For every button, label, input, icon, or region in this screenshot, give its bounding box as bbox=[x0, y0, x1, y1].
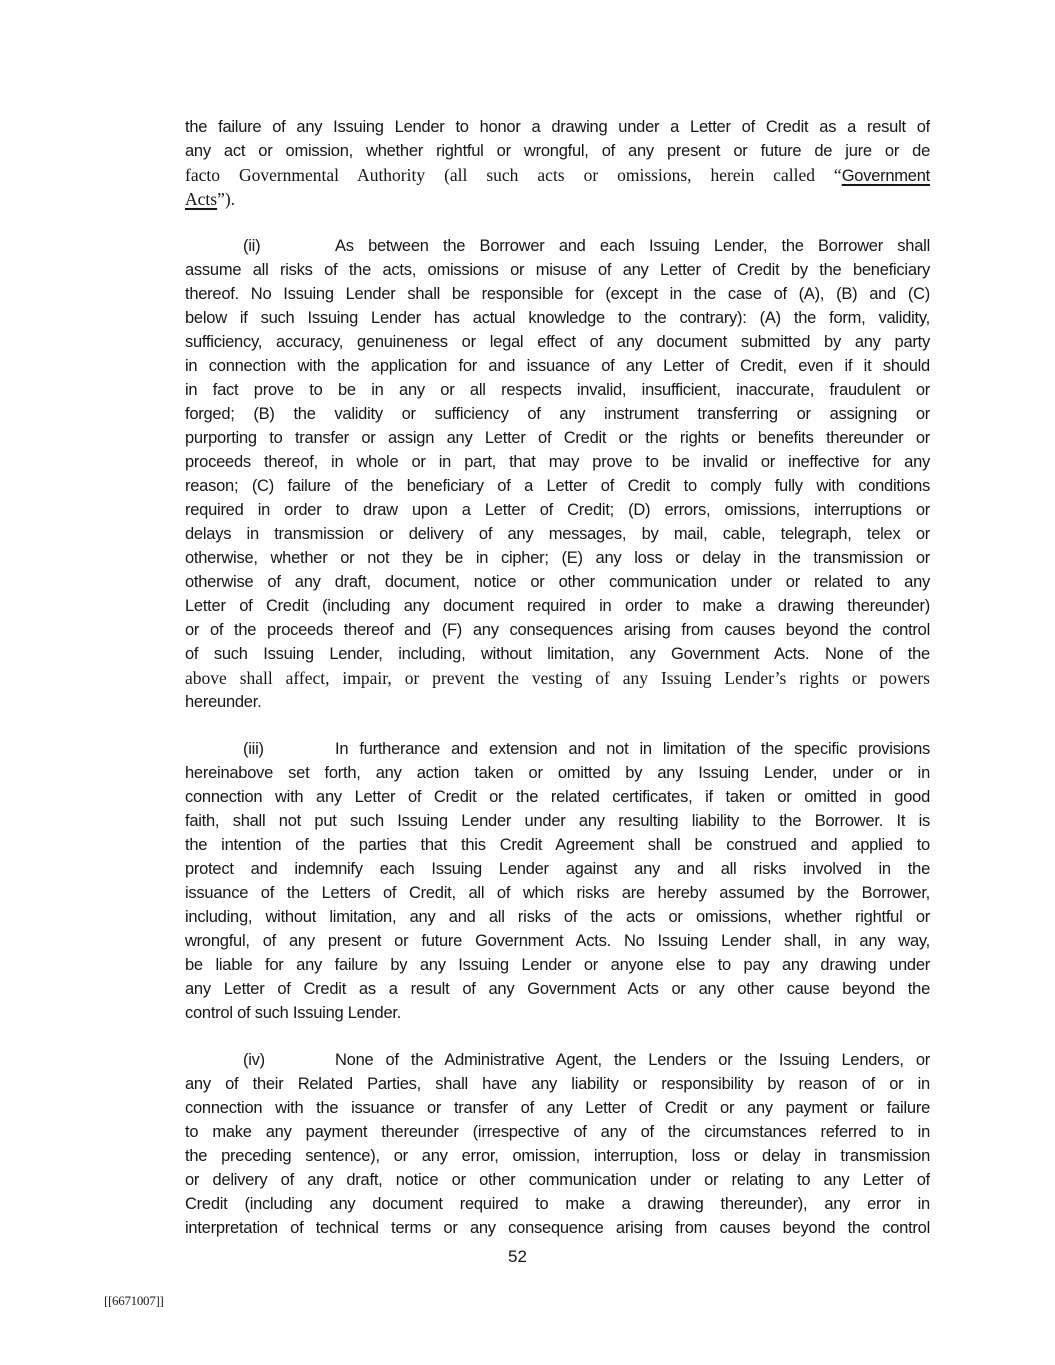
text-run: otherwise, whether or not they be in cipher; (E) any loss or delay in the transmission or bbox=[185, 549, 930, 567]
text-run: As between the Borrower and each Issuing Lender, the Borrower shall bbox=[335, 237, 930, 255]
text-line bbox=[185, 282, 930, 306]
text-line bbox=[185, 1120, 930, 1144]
text-line bbox=[185, 330, 930, 354]
text-run: in connection with the application for and issuance of any Letter of Credit, even if it should bbox=[185, 357, 930, 375]
text-run: ”). bbox=[217, 189, 236, 209]
text-run: or delivery of any draft, notice or other communication under or relating to any Letter of bbox=[185, 1171, 930, 1189]
text-line bbox=[185, 642, 930, 666]
text-run: forged; (B) the validity or sufficiency of any instrument transferring or assigning or bbox=[185, 405, 930, 423]
text-run: issuance of the Letters of Credit, all of which risks are hereby assumed by the Borrower, bbox=[185, 884, 930, 902]
text-run: of such Issuing Lender, including, without limitation, any Government Acts. None of the bbox=[185, 645, 930, 663]
paragraph-marker: (iii) bbox=[243, 740, 264, 758]
text-line bbox=[185, 139, 930, 163]
text-run: connection with any Letter of Credit or the related certificates, if taken or omitted in good bbox=[185, 788, 930, 806]
text-line bbox=[185, 474, 930, 498]
text-run: be liable for any failure by any Issuing Lender or anyone else to pay any drawing under bbox=[185, 956, 930, 974]
text-line bbox=[185, 354, 930, 378]
text-line bbox=[185, 402, 930, 426]
text-run: faith, shall not put such Issuing Lender under any resulting liability to the Borrower. It is bbox=[185, 812, 930, 830]
text-line bbox=[185, 1144, 930, 1168]
text-line bbox=[185, 1072, 930, 1096]
text-line bbox=[185, 522, 930, 546]
body-text bbox=[185, 115, 930, 1240]
text-line bbox=[185, 594, 930, 618]
text-line bbox=[185, 666, 930, 690]
text-line bbox=[185, 115, 930, 139]
text-run: Acts bbox=[185, 189, 218, 209]
text-line bbox=[185, 1216, 930, 1240]
text-line bbox=[185, 833, 930, 857]
text-run: None of the Administrative Agent, the Lenders or the Issuing Lenders, or bbox=[335, 1051, 930, 1069]
text-run: assume all risks of the acts, omissions or misuse of any Letter of Credit by the beneficiary bbox=[185, 261, 930, 279]
text-run: Letter of Credit (including any document required in order to make a drawing thereunder) bbox=[185, 597, 930, 615]
text-line bbox=[185, 234, 930, 258]
text-run: wrongful, of any present or future Government Acts. No Issuing Lender shall, in any way, bbox=[185, 932, 930, 950]
text-run: the preceding sentence), or any error, omission, interruption, loss or delay in transmission bbox=[185, 1147, 930, 1165]
text-run: the intention of the parties that this Credit Agreement shall be construed and applied to bbox=[185, 836, 930, 854]
text-line bbox=[185, 1168, 930, 1192]
text-line bbox=[185, 905, 930, 929]
text-line bbox=[185, 881, 930, 905]
text-line bbox=[185, 1096, 930, 1120]
text-line bbox=[185, 498, 930, 522]
text-run: below if such Issuing Lender has actual knowledge to the contrary): (A) the form, validity, bbox=[185, 309, 930, 327]
page-number: 52 bbox=[508, 1247, 527, 1266]
text-line bbox=[185, 690, 930, 714]
text-line bbox=[185, 546, 930, 570]
text-run: hereinabove set forth, any action taken or omitted by any Issuing Lender, under or in bbox=[185, 764, 930, 782]
text-line bbox=[185, 187, 930, 211]
text-run: protect and indemnify each Issuing Lender against any and all risks involved in the bbox=[185, 860, 930, 878]
para-iv bbox=[185, 1048, 930, 1240]
text-line bbox=[185, 426, 930, 450]
paragraph-marker: (ii) bbox=[243, 237, 261, 255]
text-line bbox=[185, 1001, 930, 1025]
text-run: any of their Related Parties, shall have any liability or responsibility by reason of or in bbox=[185, 1075, 930, 1093]
text-line bbox=[185, 450, 930, 474]
text-line bbox=[185, 809, 930, 833]
document-id-stamp: [[6671007]] bbox=[104, 1293, 164, 1308]
text-run: above shall affect, impair, or prevent the vesting of any Issuing Lender’s rights or powers bbox=[185, 668, 930, 688]
text-run: in fact prove to be in any or all respects invalid, insufficient, inaccurate, fraudulent or bbox=[185, 381, 930, 399]
text-run: proceeds thereof, in whole or in part, that may prove to be invalid or ineffective for any bbox=[185, 453, 930, 471]
text-run: to make any payment thereunder (irrespective of any of the circumstances referred to in bbox=[185, 1123, 930, 1141]
text-line bbox=[185, 306, 930, 330]
text-run: hereunder. bbox=[185, 693, 262, 711]
text-line bbox=[185, 857, 930, 881]
text-run: Credit (including any document required to make a drawing thereunder), any error in bbox=[185, 1195, 930, 1213]
text-run: any Letter of Credit as a result of any Government Acts or any other cause beyond the bbox=[185, 980, 930, 998]
text-line bbox=[185, 378, 930, 402]
text-line bbox=[185, 258, 930, 282]
text-run: interpretation of technical terms or any consequence arising from causes beyond the control bbox=[185, 1219, 930, 1237]
text-run: otherwise of any draft, document, notice or other communication under or related to any bbox=[185, 573, 930, 591]
text-run: In furtherance and extension and not in limitation of the specific provisions bbox=[335, 740, 930, 758]
text-line bbox=[185, 618, 930, 642]
text-run: facto Governmental Authority (all such acts or omissions, herein called “ bbox=[185, 165, 842, 185]
text-line bbox=[185, 761, 930, 785]
text-run: required in order to draw upon a Letter of Credit; (D) errors, omissions, interruptions or bbox=[185, 501, 930, 519]
text-line bbox=[185, 570, 930, 594]
text-line bbox=[185, 163, 930, 187]
text-line bbox=[185, 1048, 930, 1072]
text-run: including, without limitation, any and all risks of the acts or omissions, whether rightful or bbox=[185, 908, 930, 926]
text-run: reason; (C) failure of the beneficiary of a Letter of Credit to comply fully with conditions bbox=[185, 477, 930, 495]
text-run: connection with the issuance or transfer of any Letter of Credit or any payment or failure bbox=[185, 1099, 930, 1117]
para-iii bbox=[185, 737, 930, 1025]
text-run: thereof. No Issuing Lender shall be responsible for (except in the case of (A), (B) and (C) bbox=[185, 285, 930, 303]
text-line bbox=[185, 953, 930, 977]
para-government-acts-definition bbox=[185, 115, 930, 211]
text-run: sufficiency, accuracy, genuineness or legal effect of any document submitted by any party bbox=[185, 333, 930, 351]
text-run: delays in transmission or delivery of any messages, by mail, cable, telegraph, telex or bbox=[185, 525, 930, 543]
text-run: control of such Issuing Lender. bbox=[185, 1004, 402, 1022]
text-run: purporting to transfer or assign any Letter of Credit or the rights or benefits thereunder or bbox=[185, 429, 930, 447]
text-run: Government bbox=[841, 167, 930, 185]
text-run: or of the proceeds thereof and (F) any consequences arising from causes beyond the control bbox=[185, 621, 930, 639]
text-run: any act or omission, whether rightful or wrongful, of any present or future de jure or de bbox=[185, 142, 930, 160]
text-run: the failure of any Issuing Lender to honor a drawing under a Letter of Credit as a result of bbox=[185, 118, 930, 136]
paragraph-marker: (iv) bbox=[243, 1051, 265, 1069]
text-line bbox=[185, 737, 930, 761]
text-line bbox=[185, 929, 930, 953]
text-line bbox=[185, 977, 930, 1001]
text-line bbox=[185, 785, 930, 809]
para-ii bbox=[185, 234, 930, 714]
text-line bbox=[185, 1192, 930, 1216]
